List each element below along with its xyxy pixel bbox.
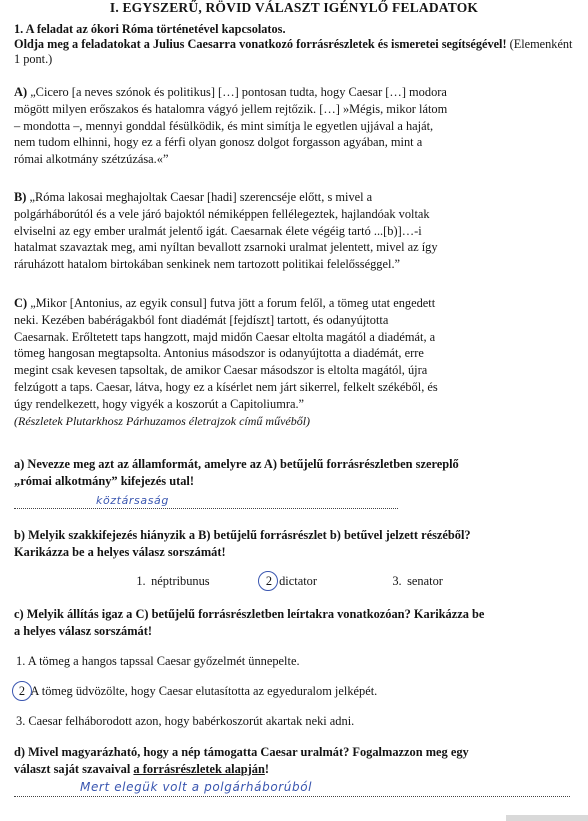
source-c — [14, 295, 576, 429]
question-d-line: választ saját szavaival — [14, 761, 134, 776]
source-c-line: megint csak kevesen tapsoltak, de amikor Caesar másodszor is eltolta magától, újra — [14, 363, 428, 378]
source-c-line: úgy rendelkezett, hogy vigyék a koszorút a Capitoliumra.” — [14, 396, 305, 411]
statement-text: Caesar felháborodott azon, hogy babérkoszorút akartak neki adni. — [28, 714, 355, 728]
statement-1[interactable] — [16, 654, 300, 669]
task-instruction: Oldja meg a feladatokat a Julius Caesarra vonatkozó forrásrészletek és ismeretei segítségével! — [14, 37, 507, 51]
source-b-line: polgárháborútól és a vele járó bajoktól némiképpen fellélegeztek, hajlandóak voltak — [14, 206, 430, 221]
source-b — [14, 189, 576, 273]
section-heading: I. EGYSZERŰ, RÖVID VÁLASZT IGÉNYLŐ FELADATOK — [109, 0, 479, 15]
statement-2[interactable] — [16, 684, 377, 699]
statement-number: 3. — [16, 714, 26, 728]
question-a — [14, 456, 574, 489]
answer-line-d[interactable] — [14, 795, 570, 797]
handwritten-answer-d: Mert elegük volt a polgárháborúból — [80, 780, 313, 794]
statement-text: A tömeg üdvözölte, hogy Caesar elutasította az egyeduralom jelképét. — [30, 684, 378, 698]
source-c-line: Caesarnak. Erőltetett taps hangzott, majd midőn Caesar eltolta magától a diadémát, a — [14, 329, 436, 344]
option-label: néptribunus — [151, 574, 210, 588]
handwritten-answer-a: köztársaság — [96, 494, 169, 507]
question-b-options — [0, 574, 588, 592]
option-2[interactable] — [262, 574, 317, 589]
task-intro — [14, 22, 574, 67]
question-a-line: a) Nevezze meg azt az államformát, amelyre az A) betűjelű forrásrészletben szereplő — [14, 457, 459, 471]
answer-line-a[interactable] — [14, 507, 398, 509]
statement-number-circled: 2 — [16, 684, 28, 699]
question-a-line: „római alkotmány” kifejezés utal! — [14, 473, 194, 488]
source-c-tag: C) — [14, 296, 28, 310]
option-number-circled: 2 — [262, 574, 276, 589]
points-note: (Elemenként 1 pont.) — [14, 37, 573, 66]
statement-number: 1. — [16, 654, 26, 668]
source-c-line: felzúgott a taps. Caesar, látva, hogy ez a kísérlet nem járt sikerrel, felkelt székéből, és — [14, 379, 438, 394]
question-c — [14, 606, 574, 639]
option-number: 1. — [136, 574, 146, 588]
question-b-line: b) Melyik szakkifejezés hiányzik a B) betűjelű forrásrészlet b) betűvel jelzett részéből? — [14, 528, 471, 542]
statement-3[interactable] — [16, 714, 354, 729]
option-3[interactable] — [390, 574, 443, 589]
source-b-line: elviselni az egy ember uralmát jelentő igát. Caesarnak élete végéig tartó ...[b)]…-i — [14, 223, 422, 238]
score-box — [506, 815, 588, 821]
question-b-line: Karikázza be a helyes válasz sorszámát! — [14, 544, 226, 559]
question-d-underlined: a forrásrészletek alapján — [133, 761, 265, 776]
source-a-line: mögött milyen erőszakos és hatalomra vágyó jellem rejtőzik. […] »Mégis, mikor látom — [14, 101, 448, 116]
source-a-line: római alkotmány szétzúzása.«” — [14, 152, 169, 167]
question-d-line-end: ! — [264, 761, 270, 776]
question-d-line: d) Mivel magyarázható, hogy a nép támogatta Caesar uralmát? Fogalmazzon meg egy — [14, 745, 469, 759]
source-b-line: hatalmat szavaztak meg, ami nyíltan bevallott zsarnoki uralmat jelentett, mivel az így — [14, 240, 438, 255]
option-label: senator — [407, 574, 443, 588]
source-a-line: – mondotta –, mennyi gonddal fésülködik, és mint simítja le egyetlen ujjával a haját, — [14, 118, 434, 133]
question-b — [14, 527, 574, 560]
option-label: dictator — [279, 574, 317, 588]
source-c-line: „Mikor [Antonius, az egyik consul] futva jött a forum felől, a tömeg utat engedett — [30, 296, 436, 310]
option-number: 3. — [392, 574, 402, 588]
option-1[interactable] — [134, 574, 210, 589]
source-credit: (Részletek Plutarkhosz Párhuzamos életrajzok című művéből) — [14, 413, 311, 428]
question-d — [14, 744, 574, 777]
source-a — [14, 84, 576, 168]
source-c-line: tömeg hangosan megtapsolta. Antonius másodszor is odanyújtotta a diadémát, erre — [14, 346, 424, 361]
source-b-tag: B) — [14, 190, 27, 204]
source-a-line: „Cicero [a neves szónok és politikus] […] pontosan tudta, hogy Caesar […] modora — [30, 85, 447, 99]
source-b-line: „Róma lakosai meghajoltak Caesar [hadi] szerencséje előtt, s mivel a — [29, 190, 373, 204]
source-a-tag: A) — [14, 85, 28, 99]
source-a-line: nem tudom elhinni, hogy ez a férfi olyan gonosz dolgot forgasson agyában, mint a — [14, 135, 423, 150]
question-c-line: a helyes válasz sorszámát! — [14, 623, 152, 638]
source-b-line: ráruházott hatalom birtokában senkinek nem tartozott politikai felelősséggel.” — [14, 257, 401, 272]
source-c-line: neki. Kezében babérágakból font diadémát [fejdíszt] tartott, és odanyújtotta — [14, 312, 389, 327]
task-title: 1. A feladat az ókori Róma történetével kapcsolatos. — [14, 22, 286, 36]
statement-text: A tömeg a hangos tapssal Caesar győzelmét ünnepelte. — [27, 654, 300, 668]
question-c-line: c) Melyik állítás igaz a C) betűjelű forrásrészletben leírtakra vonatkozóan? Karikázza be — [14, 607, 485, 621]
